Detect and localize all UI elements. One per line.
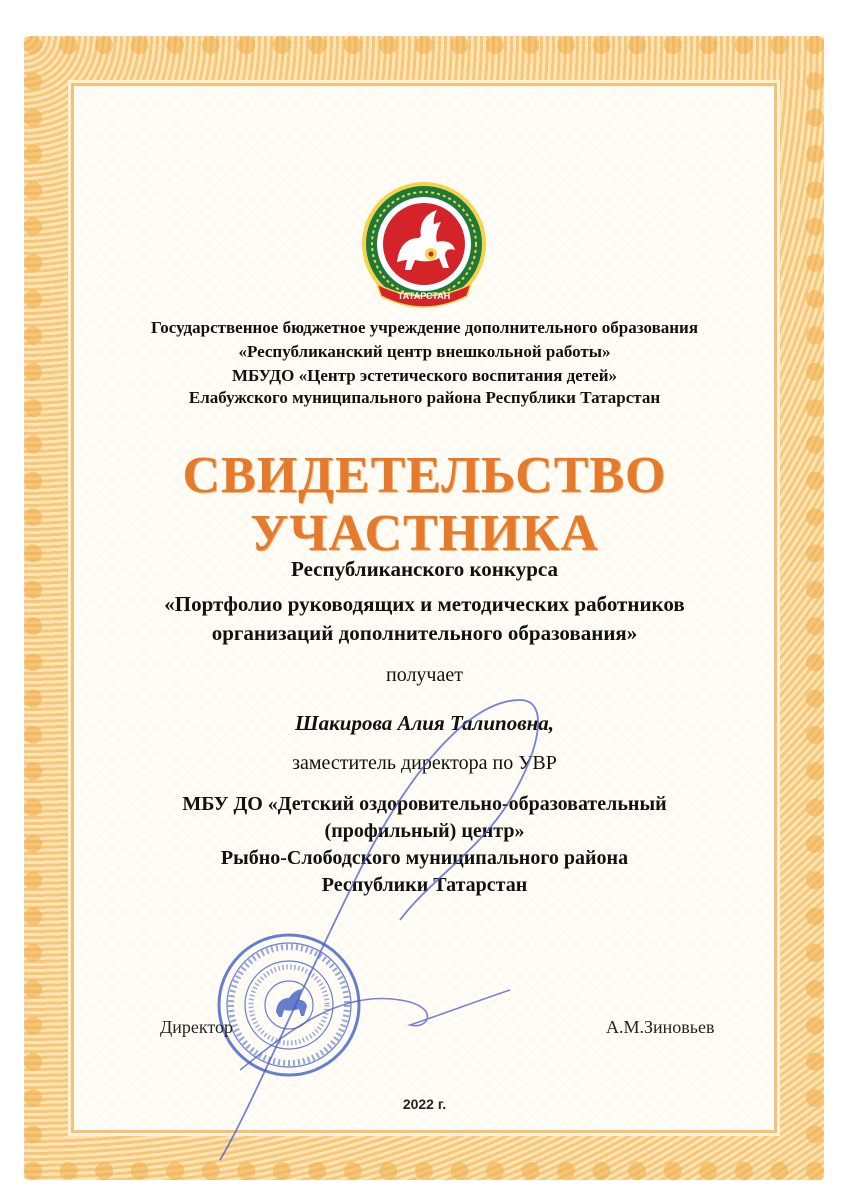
organization-line-4: Республики Татарстан	[321, 874, 528, 896]
official-stamp-icon	[214, 930, 364, 1080]
tatarstan-emblem-icon	[349, 180, 499, 320]
certificate-title-line-2: УЧАСТНИКА	[250, 505, 599, 562]
organization-line-1: МБУ ДО «Детский оздоровительно-образовательный	[182, 793, 667, 815]
header-line-3: МБУДО «Центр эстетического воспитания детей»	[231, 366, 617, 385]
certificate-title-line-1: СВИДЕТЕЛЬСТВО	[182, 447, 667, 504]
contest-line-1: Республиканского конкурса	[291, 557, 558, 581]
contest-line-2: «Портфолио руководящих и методических работников	[164, 592, 685, 616]
contest-line-3: организаций дополнительного образования»	[211, 621, 638, 645]
header-line-2: «Республиканский центр внешкольной работы»	[238, 342, 611, 361]
header-line-4: Елабужского муниципального района Республики Татарстан	[188, 388, 661, 407]
recipient-name: Шакирова Алия Талиповна,	[295, 711, 554, 735]
header-line-1: Государственное бюджетное учреждение дополнительного образования	[150, 318, 699, 337]
organization-line-2: (профильный) центр»	[324, 820, 525, 842]
receives-text: получает	[386, 664, 463, 686]
signature-role: Директор	[160, 1017, 234, 1037]
organization-line-3: Рыбно-Слободского муниципального района	[220, 847, 629, 869]
signature-name: А.М.Зиновьев	[606, 1017, 715, 1037]
issue-year: 2022 г.	[402, 1096, 447, 1112]
emblem-ribbon-text: ТАТАРСТАН	[397, 291, 451, 301]
recipient-position: заместитель директора по УВР	[292, 752, 557, 774]
